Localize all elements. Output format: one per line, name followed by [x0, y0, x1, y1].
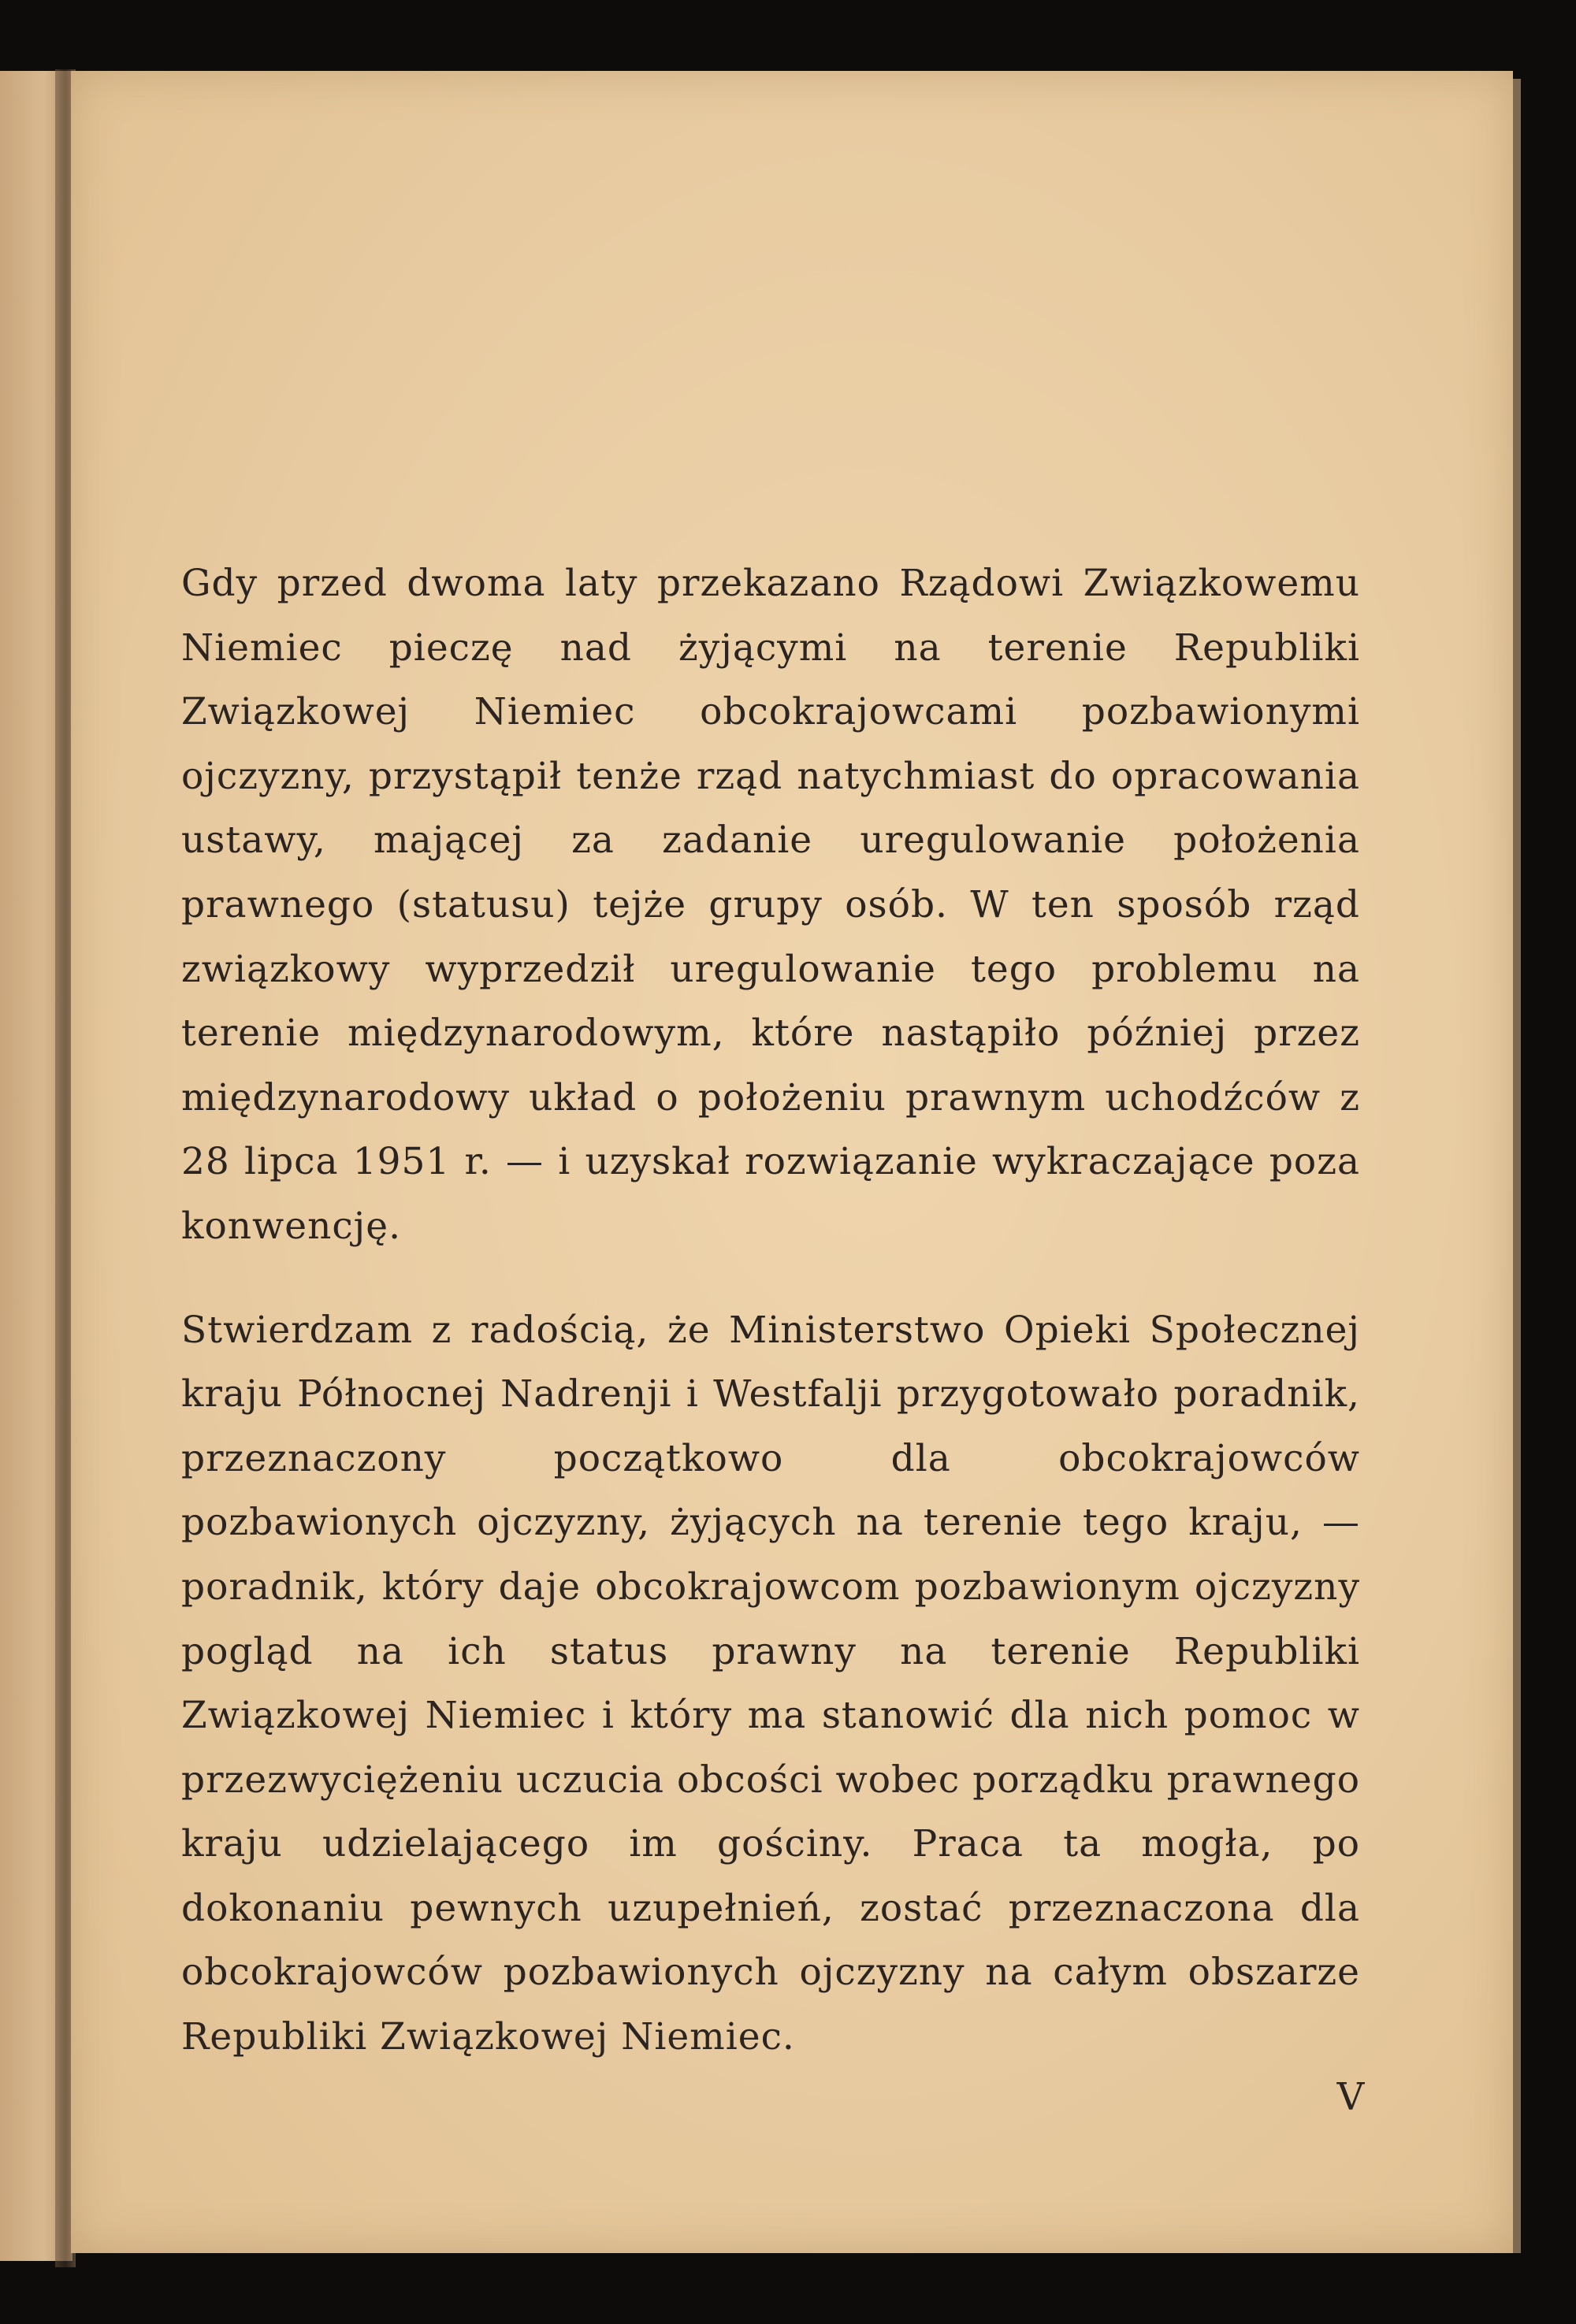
- body-text: [181, 551, 1360, 2070]
- page-right-edge: [1513, 79, 1521, 2253]
- paragraph-1: Gdy przed dwoma laty przekazano Rządowi Związkowemu Niemiec pieczę nad żyjącymi na terenie Republiki Związkowej Niemiec obcokrajowcami pozbawionymi ojczyzny, przystąpił tenże rząd natychmiast do opracowania ustawy, mającej za zadanie uregulowanie położenia prawnego (statusu) tejże grupy osób. W ten sposób rząd związkowy wyprzedził uregulowanie tego problemu na terenie międzynarodowym, które nastąpiło później przez międzynarodowy układ o położeniu prawnym uchodźców z 28 lipca 1951 r. — i uzyskał rozwiązanie wykraczające poza konwencję.: [181, 562, 1360, 1248]
- page-number: V: [1336, 2075, 1365, 2119]
- paragraph-2: Stwierdzam z radością, że Ministerstwo Opieki Społecznej kraju Północnej Nadrenji i Westfalji przygotowało poradnik, przeznaczony początkowo dla obcokrajowców pozbawionych ojczyzny, żyjących na terenie tego kraju, — poradnik, który daje obcokrajowcom pozbawionym ojczyzny pogląd na ich status prawny na terenie Republiki Związkowej Niemiec i który ma stanowić dla nich pomoc w przezwyciężeniu uczucia obcości wobec porządku prawnego kraju udzielającego im gościny. Praca ta mogła, po dokonaniu pewnych uzupełnień, zostać przeznaczona dla obcokrajowców pozbawionych ojczyzny na całym obszarze Republiki Związkowej Niemiec.: [181, 1308, 1360, 2059]
